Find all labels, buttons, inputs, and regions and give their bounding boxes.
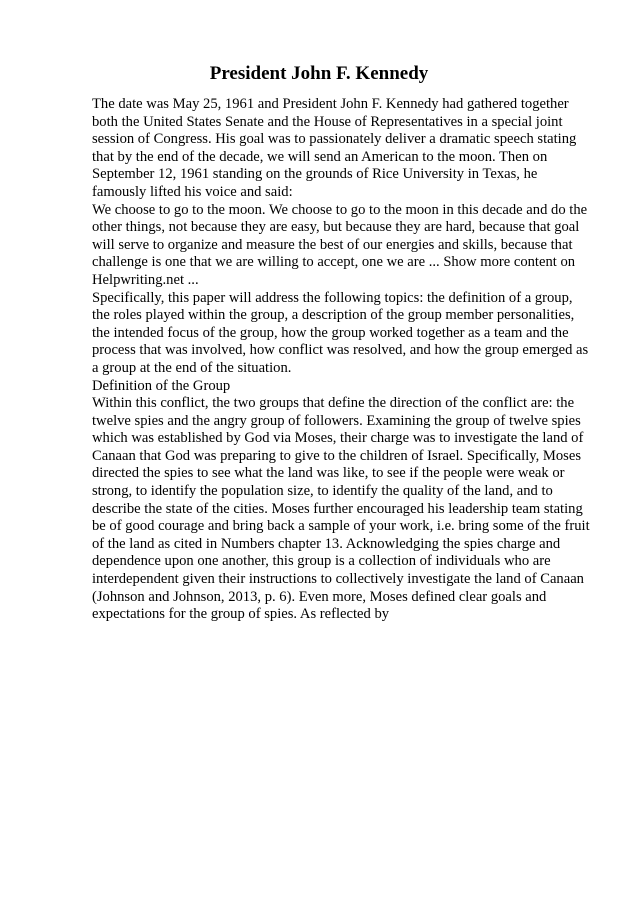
document-title: President John F. Kennedy: [209, 63, 429, 84]
paragraph-intro: The date was May 25, 1961 and President John F. Kennedy had gathered together both the United States Senate and the House of Representatives in a special joint session of Congress. His goal was to passionately deliver a dramatic speech stating that by the end of the decade, we will send an American to the moon. Then on September 12, 1961 standing on the grounds of Rice University in Texas, he famously lifted his voice and said:: [92, 96, 577, 200]
paragraph-quote: We choose to go to the moon. We choose to go to the moon in this decade and do the other things, not because they are easy, but because they are hard, because that goal will serve to organize and measure the best of our energies and skills, because that challenge is one that we are willing to accept, one we are ... Show more content on Helpwriting.net ...: [92, 201, 588, 288]
paragraph-topics: Specifically, this paper will address the following topics: the definition of a group, the roles played within the group, a description of the group member personalities, the intended focus of the group, how the group worked together as a team and the process that was involved, how conflict was resolved, and how the group emerged as a group at the end of the situation.: [92, 289, 589, 376]
section-heading: Definition of the Group: [92, 377, 231, 394]
paragraph-definition: Within this conflict, the two groups that define the direction of the conflict are: the twelve spies and the angry group of followers. Examining the group of twelve spies which was established by God via Moses, their charge was to investigate the land of Canaan that God was preparing to give to the children of Israel. Specifically, Moses directed the spies to see what the land was like, to see if the people were weak or strong, to identify the population size, to identify the quality of the land, and to describe the state of the cities. Moses further encouraged his leadership team stating be of good courage and bring back a sample of your work, i.e. bring some of the fruit of the land as cited in Numbers chapter 13. Acknowledging the spies charge and dependence upon one another, this group is a collection of individuals who are interdependent given their instructions to collectively investigate the land of Canaan (Johnson and Johnson, 2013, p. 6). Even more, Moses defined clear goals and expectations for the group of spies. As reflected by: [92, 395, 590, 623]
document-body: [92, 96, 592, 624]
